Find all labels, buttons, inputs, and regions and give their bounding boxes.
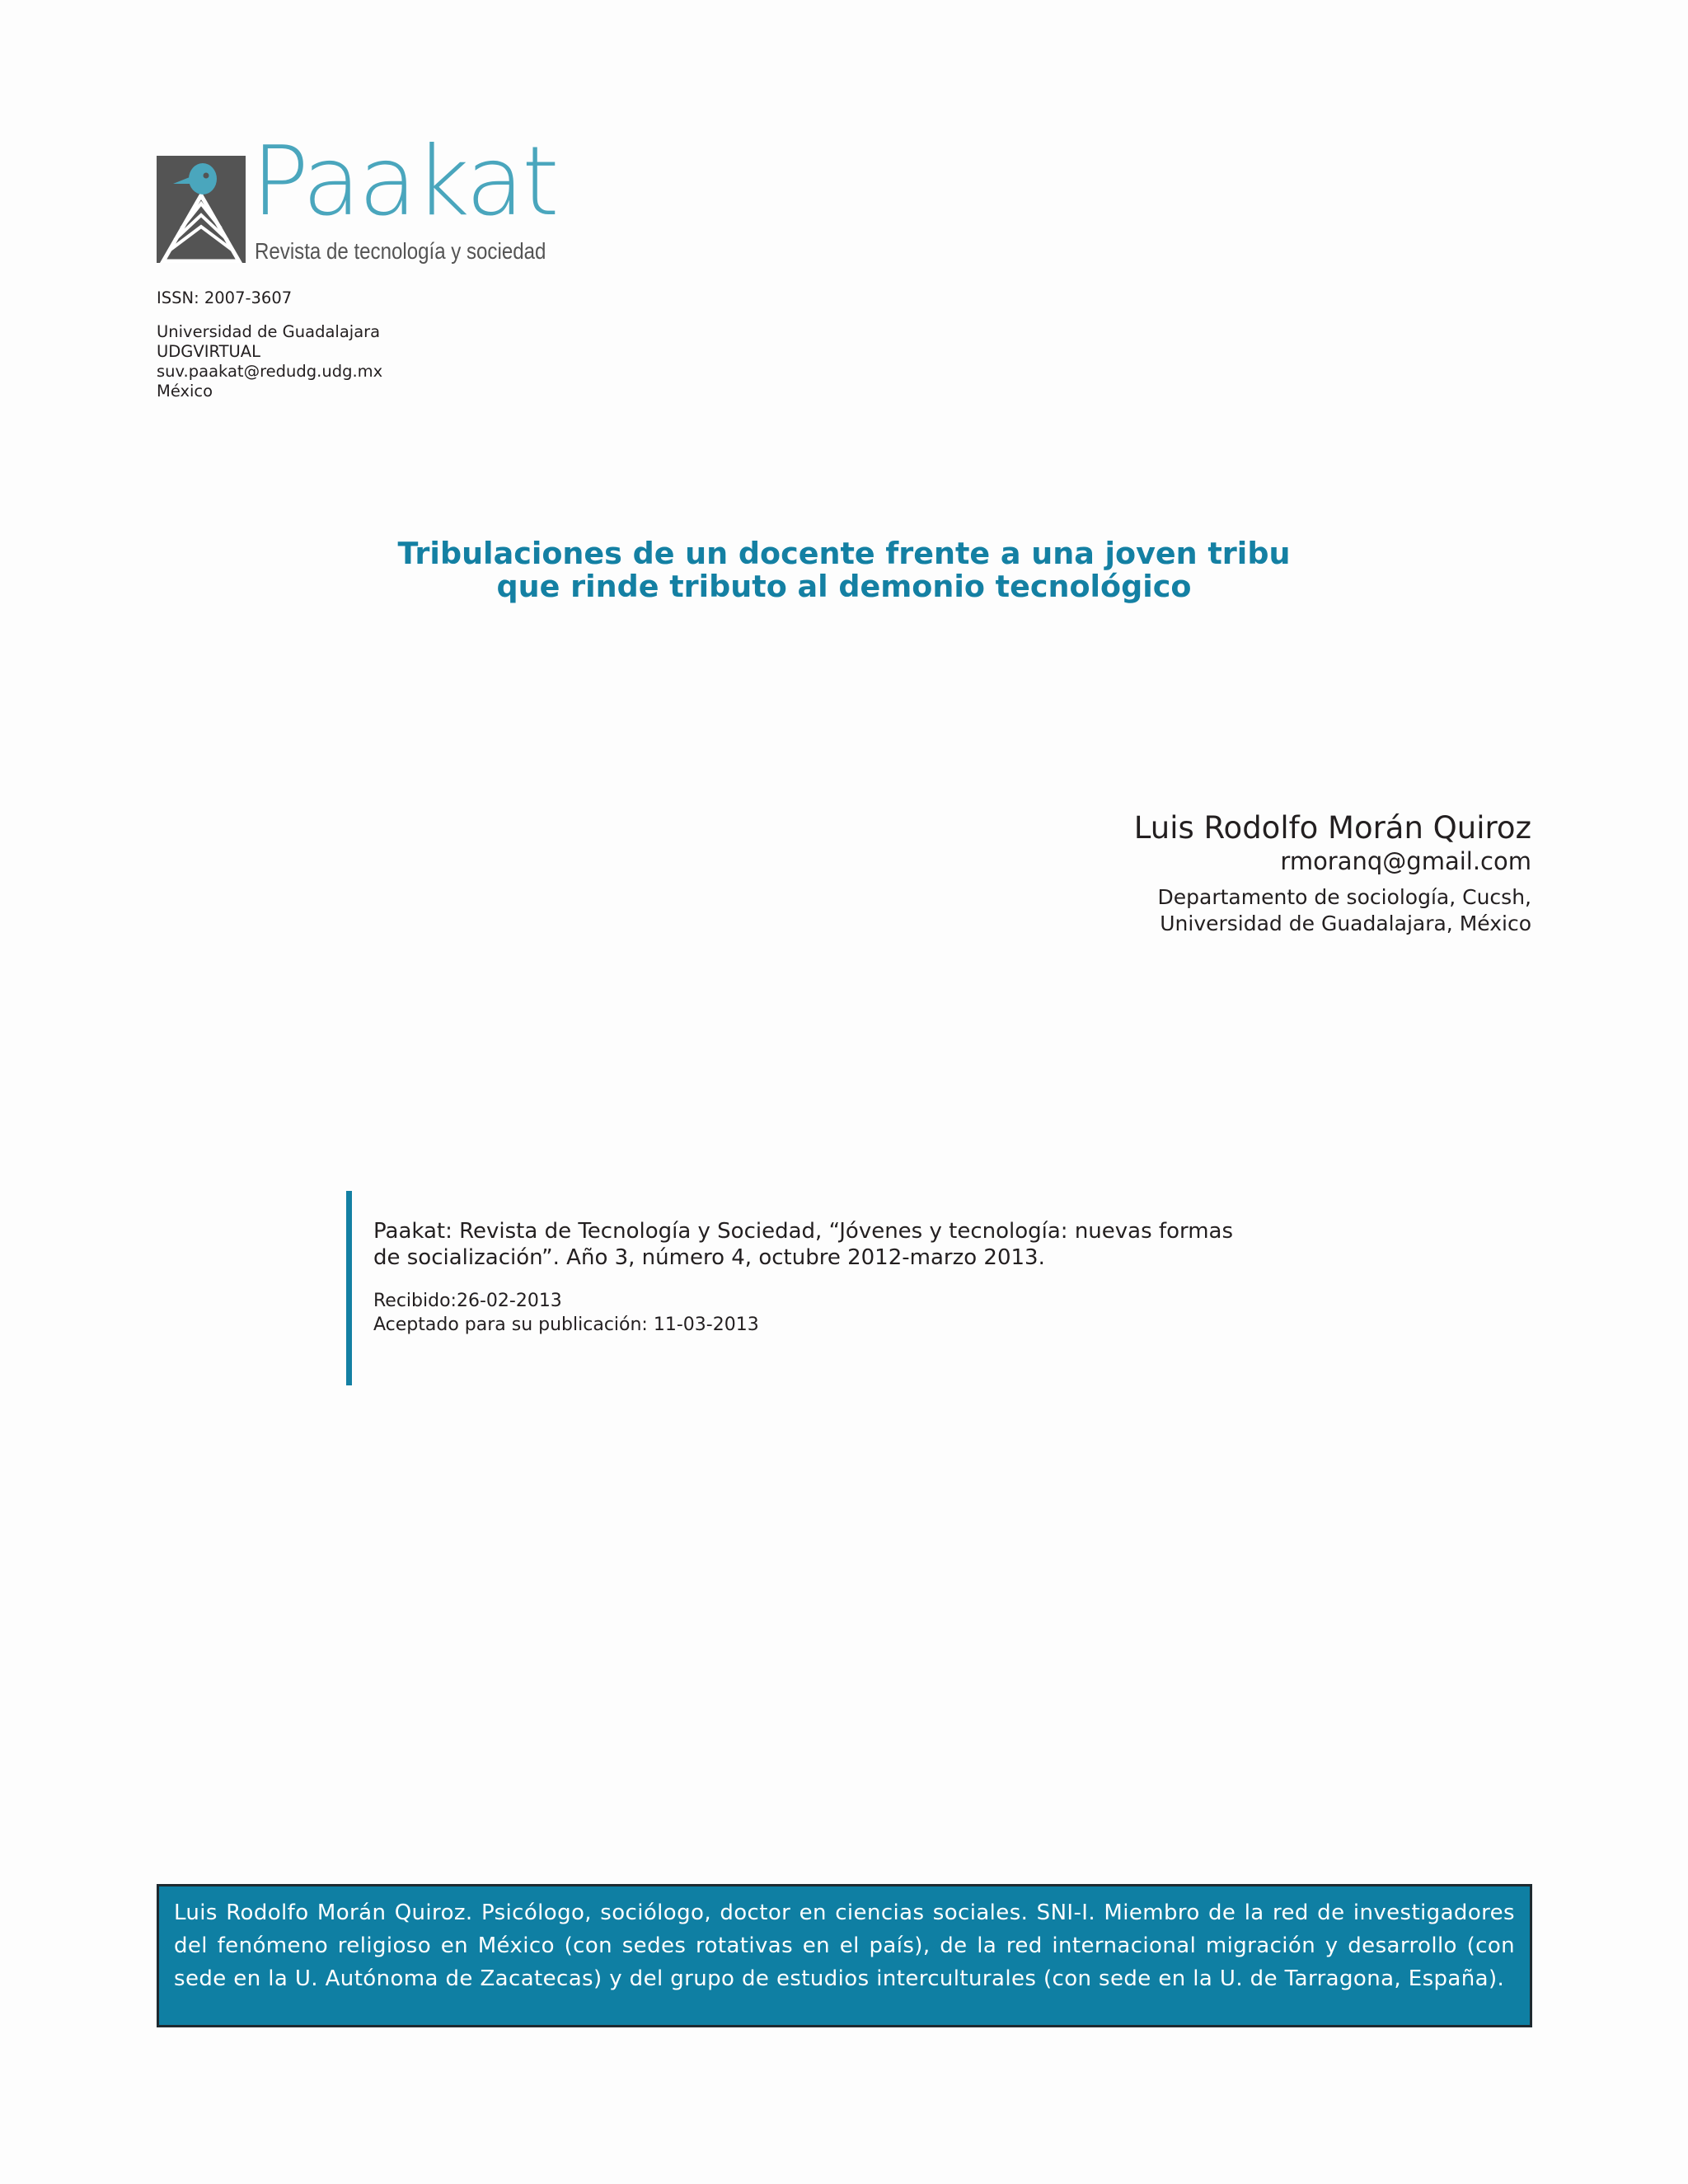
received-date: Recibido:26-02-2013: [373, 1291, 562, 1311]
author-block: [1134, 810, 1531, 937]
citation-line-2: de socialización”. Año 3, número 4, octubre 2012-marzo 2013.: [373, 1245, 1045, 1270]
citation-line-1: Paakat: Revista de Tecnología y Sociedad, “Jóvenes y tecnología: nuevas formas: [373, 1219, 1234, 1244]
article-title: [0, 537, 1688, 603]
journal-meta: [157, 288, 382, 401]
citation-block: [346, 1191, 1294, 1385]
meta-university: Universidad de Guadalajara: [157, 322, 381, 341]
logo-wordmark: Paakat: [251, 126, 557, 237]
author-department: Departamento de sociología, Cucsh,: [1157, 885, 1531, 909]
issn: ISSN: 2007-3607: [157, 288, 293, 307]
logo-subtitle: Revista de tecnología y sociedad: [255, 238, 546, 264]
title-line-1: Tribulaciones de un docente frente a una joven tribu: [397, 536, 1291, 571]
journal-logo: [157, 126, 557, 272]
meta-email[interactable]: suv.paakat@redudg.udg.mx: [157, 362, 383, 381]
meta-country: México: [157, 382, 213, 401]
author-name: Luis Rodolfo Morán Quiroz: [1133, 810, 1531, 846]
title-line-2: que rinde tributo al demonio tecnológico: [496, 569, 1192, 604]
author-bio-box: Luis Rodolfo Morán Quiroz. Psicólogo, sociólogo, doctor en ciencias sociales. SNI-I. Miembro de la red de investigadores del fenómeno religioso en México (con sedes rotativas en el país), de la red internacional migración y desarrollo (con sede en la U. Autónoma de Zacatecas) y del grupo de estudios interculturales (con sede en la U. de Tarragona, España).: [157, 1884, 1532, 2027]
meta-unit: UDGVIRTUAL: [157, 342, 261, 361]
pyramid-bird-logo-icon: [157, 156, 246, 263]
accepted-date: Aceptado para su publicación: 11-03-2013: [373, 1315, 759, 1335]
author-email[interactable]: rmoranq@gmail.com: [1280, 847, 1531, 875]
author-university: Universidad de Guadalajara, México: [1160, 912, 1531, 935]
